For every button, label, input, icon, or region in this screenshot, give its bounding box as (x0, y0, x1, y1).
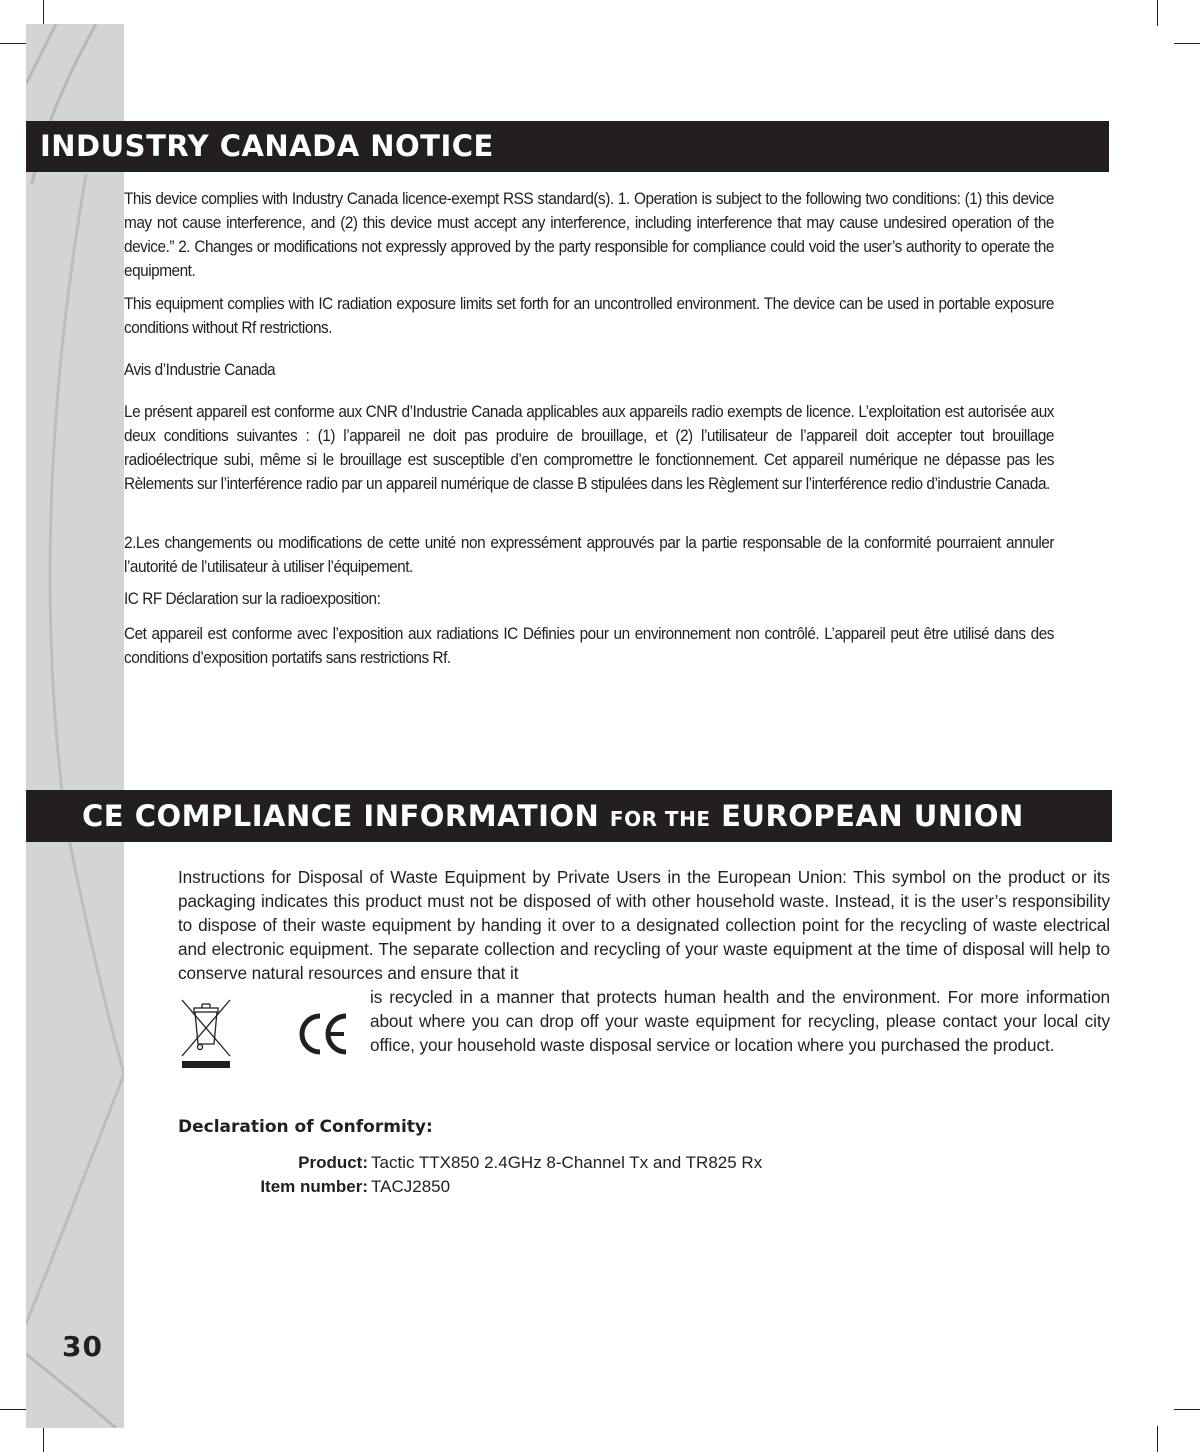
product-value: Tactic TTX850 2.4GHz 8-Channel Tx and TR825 Rx (371, 1153, 763, 1172)
ce-heading-part-3: EUROPEAN UNION (710, 799, 1024, 833)
ce-heading-part-2: FOR THE (609, 807, 711, 831)
ic-paragraph-2: This equipment complies with IC radiation exposure limits set forth for an uncontrolled environment. The device can be used in portable exposure conditions without Rf restrictions. (124, 295, 1054, 337)
ic-paragraph-5: 2.Les changements ou modifications de cette unité non expressément approuvés par la partie responsable de la conformité pourraient annuler l’autorité de l’utilisateur à utiliser l’équipement. (124, 534, 1054, 576)
ce-disposal-paragraph-continued: is recycled in a manner that protects human health and the environment. For more information about where you can drop off your waste equipment for recycling, please contact your local city office, your household waste disposal service or location where you purchased the product. (370, 987, 1110, 1055)
decorative-sidebar (26, 24, 124, 1428)
declaration-title: Declaration of Conformity: (178, 1117, 433, 1137)
crop-mark (0, 43, 26, 44)
ce-mark-icon (298, 1012, 350, 1056)
ic-paragraph-7: Cet appareil est conforme avec l’exposition aux radiations IC Définies pour un environnement non contrôlé. L’appareil peut être utilisé dans des conditions d’exposition portatifs sans restrictions Rf. (124, 625, 1054, 667)
crop-mark (1174, 43, 1200, 44)
crop-mark (1174, 1409, 1200, 1410)
item-number-value: TACJ2850 (371, 1177, 451, 1196)
crossed-out-wheelie-bin-icon (180, 998, 232, 1070)
ce-disposal-paragraph: Instructions for Disposal of Waste Equipment by Private Users in the European Union: This symbol on the product or its packaging indicates this product must not be disposed of with other household waste. Instead, it is the user’s responsibility to dispose of their waste equipment by handing it over to a designated collection point for the recycling of waste electrical and electronic equipment. The separate collection and recycling of your waste equipment at the time of disposal will help to conserve natural resources and ensure that it (178, 867, 1110, 983)
page-number: 30 (62, 1330, 103, 1363)
industry-canada-heading: INDUSTRY CANADA NOTICE (26, 121, 1109, 172)
crop-mark (43, 1426, 44, 1452)
product-label: Product: (298, 1153, 368, 1172)
item-number-label: Item number: (260, 1177, 368, 1196)
sidebar-swoosh-graphic (26, 24, 124, 1428)
ic-paragraph-1: This device complies with Industry Canada licence-exempt RSS standard(s). 1. Operation is subject to the following two conditions: (1) this device may not cause interference, and (2) this device must accept any interference, including interference that may cause undesired operation of the device.” 2. Changes or modifications not expressly approved by the party responsible for compliance could void the user’s authority to operate the equipment. (124, 190, 1054, 280)
crop-mark (43, 0, 44, 26)
ce-compliance-heading (26, 790, 1112, 842)
ic-paragraph-4: Le présent appareil est conforme aux CNR d’Industrie Canada applicables aux appareils radio exempts de licence. L’exploitation est autorisée aux deux conditions suivantes : (1) l’appareil ne doit pas produire de brouillage, et (2) l’utilisateur de l’appareil doit accepter tout brouillage radioélectrique subi, même si le brouillage est susceptible d’en compromettre le fonctionnement. Cet appareil numérique ne dépasse pas les Rèlements sur l’interférence radio par un appareil numérique de classe B stipulées dans les Règlement sur l’interférence redio d’industrie Canada. (124, 403, 1054, 493)
crop-mark (0, 1409, 26, 1410)
ce-heading-part-1: CE COMPLIANCE INFORMATION (82, 799, 610, 833)
ic-paragraph-3: Avis d’Industrie Canada (124, 361, 276, 379)
ic-paragraph-6: IC RF Déclaration sur la radioexposition: (124, 590, 381, 608)
crop-mark (1157, 0, 1158, 26)
crop-mark (1157, 1426, 1158, 1452)
